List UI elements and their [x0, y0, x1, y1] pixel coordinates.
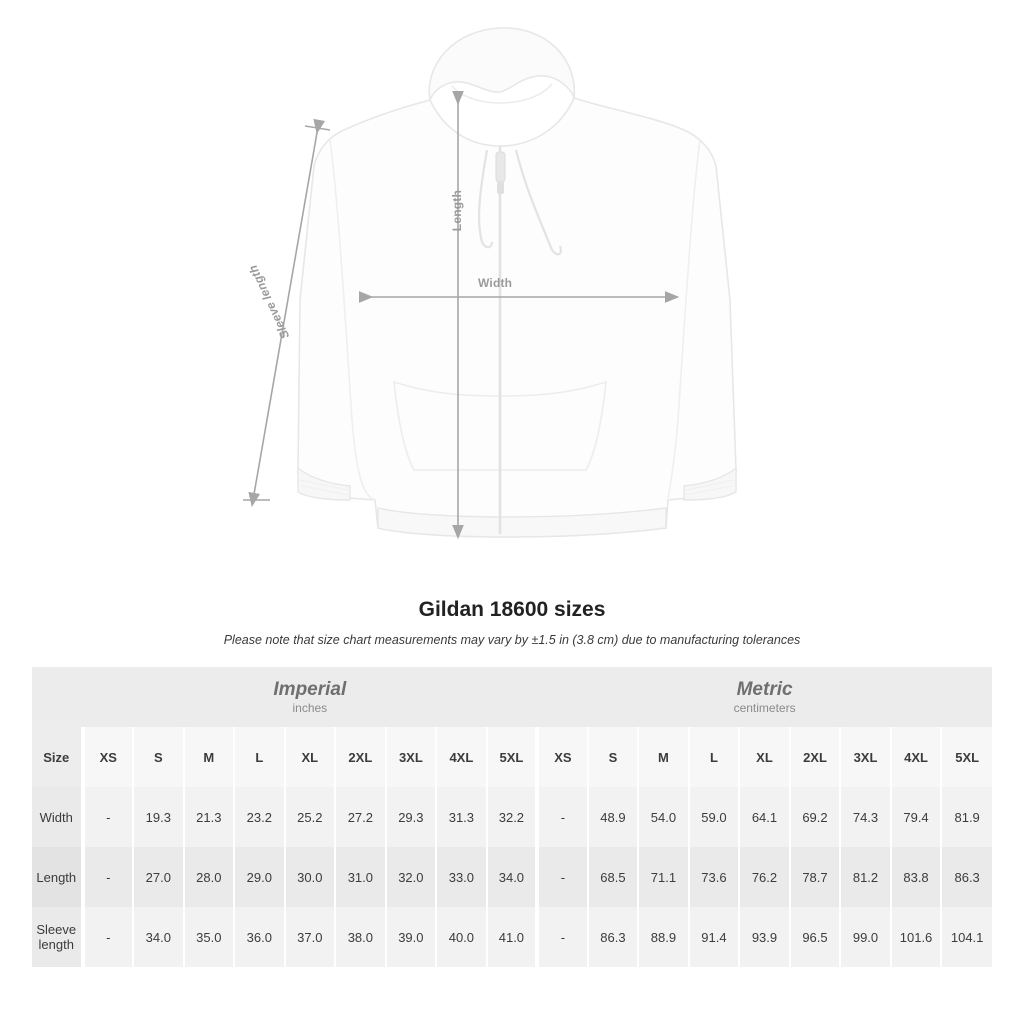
measurement-cell-metric: 81.9 [941, 787, 992, 847]
measurement-cell-imperial: 28.0 [184, 847, 235, 907]
measurement-cell-metric: 59.0 [689, 787, 740, 847]
size-header-cell: S [588, 727, 639, 787]
unit-name-imperial: Imperial [273, 679, 347, 701]
size-header-row [32, 727, 992, 787]
measurement-cell-metric: 99.0 [840, 907, 891, 967]
measurement-cell-imperial: 35.0 [184, 907, 235, 967]
size-header-cell: XS [83, 727, 134, 787]
measurement-cell-imperial: 32.2 [487, 787, 538, 847]
measurement-cell-imperial: - [83, 847, 134, 907]
size-row-label: Size [32, 727, 83, 787]
size-header-cell: XL [285, 727, 336, 787]
measurement-cell-metric: 48.9 [588, 787, 639, 847]
size-header-cell: 5XL [487, 727, 538, 787]
measurement-row-label: Width [32, 787, 83, 847]
size-header-cell: M [184, 727, 235, 787]
sleeve-length-measure-label: Sleeve length [245, 262, 293, 342]
unit-header-row [32, 667, 992, 727]
measurement-cell-metric: 81.2 [840, 847, 891, 907]
measurement-row-label: Sleeve length [32, 907, 83, 967]
width-measure-label: Width [478, 276, 513, 290]
measurement-cell-imperial: 27.2 [335, 787, 386, 847]
size-header-cell: S [133, 727, 184, 787]
measurement-cell-imperial: 41.0 [487, 907, 538, 967]
measurement-row-label: Length [32, 847, 83, 907]
measurement-cell-metric: 86.3 [588, 907, 639, 967]
measurement-cell-metric: 54.0 [638, 787, 689, 847]
measurement-cell-imperial: 31.0 [335, 847, 386, 907]
measurement-cell-imperial: 23.2 [234, 787, 285, 847]
measurement-cell-imperial: - [83, 907, 134, 967]
measurement-cell-imperial: 29.3 [386, 787, 437, 847]
size-header-cell: L [689, 727, 740, 787]
measurement-cell-metric: - [537, 787, 588, 847]
measurement-cell-imperial: 34.0 [133, 907, 184, 967]
measurement-cell-metric: 68.5 [588, 847, 639, 907]
measurement-cell-metric: 79.4 [891, 787, 942, 847]
size-header-cell: XL [739, 727, 790, 787]
measurement-cell-imperial: 38.0 [335, 907, 386, 967]
measurement-cell-imperial: 36.0 [234, 907, 285, 967]
measurement-cell-imperial: 33.0 [436, 847, 487, 907]
size-header-cell: XS [537, 727, 588, 787]
size-header-cell: 4XL [891, 727, 942, 787]
measurement-cell-imperial: - [83, 787, 134, 847]
size-header-cell: M [638, 727, 689, 787]
measurement-cell-metric: 73.6 [689, 847, 740, 907]
unit-sub-metric: centimeters [733, 700, 796, 715]
measurement-cell-imperial: 21.3 [184, 787, 235, 847]
measurement-cell-metric: 64.1 [739, 787, 790, 847]
size-chart-table [32, 667, 992, 967]
table-row [32, 907, 992, 967]
measurement-cell-imperial: 39.0 [386, 907, 437, 967]
length-measure-label: Length [450, 190, 464, 232]
measurement-cell-metric: 76.2 [739, 847, 790, 907]
measurement-cell-metric: 96.5 [790, 907, 841, 967]
measurement-cell-imperial: 25.2 [285, 787, 336, 847]
measurement-cell-metric: 93.9 [739, 907, 790, 967]
measurement-cell-imperial: 40.0 [436, 907, 487, 967]
table-row [32, 787, 992, 847]
size-header-cell: L [234, 727, 285, 787]
measurement-cell-imperial: 29.0 [234, 847, 285, 907]
size-header-cell: 3XL [386, 727, 437, 787]
page-title: Gildan 18600 sizes [418, 598, 606, 621]
measurement-cell-metric: 71.1 [638, 847, 689, 907]
measurement-cell-imperial: 30.0 [285, 847, 336, 907]
measurement-cell-metric: 74.3 [840, 787, 891, 847]
measurement-cell-imperial: 34.0 [487, 847, 538, 907]
size-header-cell: 2XL [790, 727, 841, 787]
measurement-cell-metric: 86.3 [941, 847, 992, 907]
measurement-cell-imperial: 31.3 [436, 787, 487, 847]
unit-sub-imperial: inches [292, 700, 328, 715]
size-header-cell: 3XL [840, 727, 891, 787]
unit-name-metric: Metric [736, 679, 793, 701]
size-chart-table-wrapper [32, 667, 992, 967]
measurement-cell-metric: 101.6 [891, 907, 942, 967]
measurement-cell-metric: - [537, 847, 588, 907]
size-header-cell: 2XL [335, 727, 386, 787]
measurement-cell-imperial: 32.0 [386, 847, 437, 907]
chart-header [0, 598, 1024, 647]
measurement-cell-metric: 83.8 [891, 847, 942, 907]
size-header-cell: 4XL [436, 727, 487, 787]
measurement-cell-metric: 69.2 [790, 787, 841, 847]
measurement-cell-metric: 104.1 [941, 907, 992, 967]
measurement-cell-metric: - [537, 907, 588, 967]
unit-header-metric [537, 667, 992, 727]
measurement-cell-imperial: 37.0 [285, 907, 336, 967]
tolerance-note: Please note that size chart measurements may vary by ±1.5 in (3.8 cm) due to manufacturing tolerances [223, 633, 801, 647]
measurement-cell-metric: 88.9 [638, 907, 689, 967]
size-header-cell: 5XL [941, 727, 992, 787]
measurement-cell-metric: 91.4 [689, 907, 740, 967]
table-row [32, 847, 992, 907]
unit-header-imperial [83, 667, 538, 727]
measurement-cell-metric: 78.7 [790, 847, 841, 907]
measurement-cell-imperial: 19.3 [133, 787, 184, 847]
measurement-cell-imperial: 27.0 [133, 847, 184, 907]
unit-header-corner [32, 667, 83, 727]
